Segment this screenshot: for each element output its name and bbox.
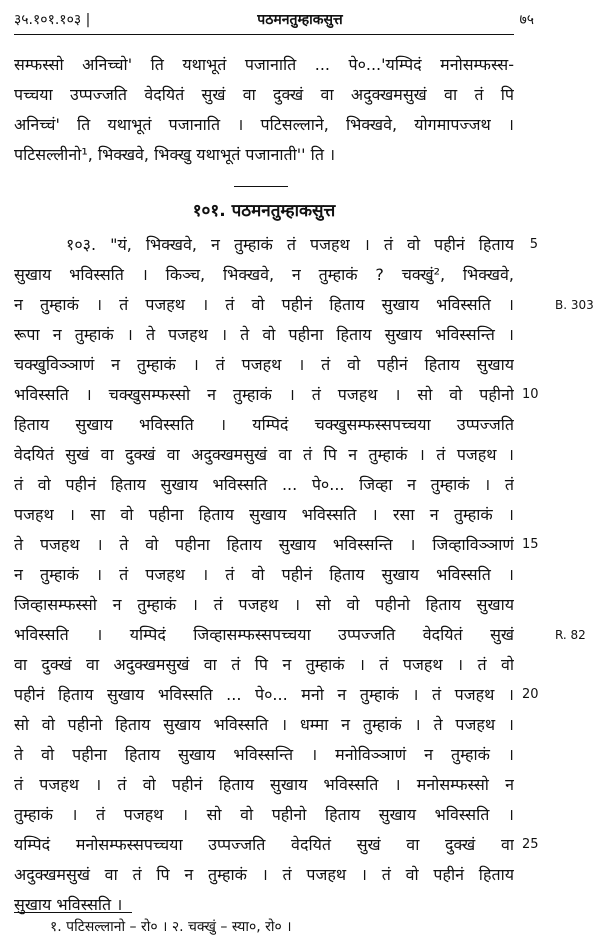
- text-line: वेदयितं सुखं वा दुक्खं वा अदुक्खमसुखं वा तं पि न तुम्हाकं । तं पजहथ ।: [14, 445, 514, 464]
- text-line: चक्खुविञ्ञाणं न तुम्हाकं । तं पजहथ । तं वो पहीनं हिताय सुखाय: [14, 355, 514, 374]
- text-line: अदुक्खमसुखं वा तं पि न तुम्हाकं । तं पजहथ । तं वो पहीनं हिताय: [14, 865, 514, 884]
- text-line: पजहथ । सा वो पहीना हिताय सुखाय भविस्सति । रसा न तुम्हाकं ।: [14, 505, 514, 524]
- line-number: 15: [522, 537, 539, 552]
- footnote: १. पटिसल्लानो – रो० । २. चक्खुं – स्या०, रो० ।: [50, 919, 292, 935]
- section-separator: [234, 186, 288, 187]
- text-line: पहीनं हिताय सुखाय भविस्सति ... पे०... मनो न तुम्हाकं । तं पजहथ ।: [14, 685, 514, 704]
- section-title: १०१. पठमनतुम्हाकसुत्त: [192, 201, 336, 221]
- page-number: ७५: [519, 12, 534, 28]
- text-line: ते वो पहीना हिताय सुखाय भविस्सन्ति । मनोविञ्ञाणं न तुम्हाकं ।: [14, 745, 514, 764]
- footnote-divider: [14, 912, 132, 913]
- text-line: न तुम्हाकं । तं पजहथ । तं वो पहीनं हिताय सुखाय भविस्सति ।: [14, 565, 514, 584]
- text-line: भविस्सति । चक्खुसम्फस्सो न तुम्हाकं । तं पजहथ । सो वो पहीनो: [14, 385, 514, 404]
- text-line: भविस्सति । यम्पिदं जिव्हासम्फस्सपच्चया उप्पज्जति वेदयितं सुखं: [14, 625, 514, 644]
- text-line: सम्फस्सो अनिच्चो' ति यथाभूतं पजानाति ... पे०...'यम्पिदं मनोसम्फस्स-: [14, 55, 514, 74]
- line-number: 5: [529, 237, 538, 252]
- line-number: 25: [522, 837, 539, 852]
- intro-paragraph: [14, 50, 514, 170]
- text-line: जिव्हासम्फस्सो न तुम्हाकं । तं पजहथ । सो वो पहीनो हिताय सुखाय: [14, 595, 514, 614]
- edition-page-ref: R. 82: [555, 628, 586, 642]
- edition-page-ref: B. 303: [555, 298, 594, 312]
- text-line: पच्चया उप्पज्जति वेदयितं सुखं वा दुक्खं वा अदुक्खमसुखं वा तं पि: [14, 85, 514, 104]
- text-line: ते पजहथ । ते वो पहीना हिताय सुखाय भविस्सन्ति । जिव्हाविञ्ञाणं: [14, 535, 514, 554]
- text-line: तं पजहथ । तं वो पहीनं हिताय सुखाय भविस्सति । मनोसम्फस्सो न: [14, 775, 514, 794]
- sutta-body: [14, 230, 514, 920]
- text-line: सुखाय भविस्सति । किञ्च, भिक्खवे, न तुम्हाकं ? चक्खुं², भिक्खवे,: [14, 265, 514, 284]
- text-line: यम्पिदं मनोसम्फस्सपच्चया उप्पज्जति वेदयितं सुखं वा दुक्खं वा: [14, 835, 514, 854]
- header-divider: [14, 34, 514, 35]
- text-line: १०३. "यं, भिक्खवे, न तुम्हाकं तं पजहथ । तं वो पहीनं हिताय: [66, 235, 514, 254]
- text-line: वा दुक्खं वा अदुक्खमसुखं वा तं पि न तुम्हाकं । तं पजहथ । तं वो: [14, 655, 514, 674]
- running-header: [0, 8, 600, 32]
- line-number: 20: [522, 687, 539, 702]
- text-line: सो वो पहीनो हिताय सुखाय भविस्सति । धम्मा न तुम्हाकं । ते पजहथ ।: [14, 715, 514, 734]
- text-line: पटिसल्लीनो¹, भिक्खवे, भिक्खु यथाभूतं पजानाती'' ति ।: [14, 145, 336, 164]
- text-line: अनिच्चं' ति यथाभूतं पजानाति । पटिसल्लाने, भिक्खवे, योगमापज्जथ ।: [14, 115, 514, 134]
- text-line: सुखाय भविस्सति ।: [14, 895, 123, 914]
- line-number: 10: [522, 387, 539, 402]
- text-line: रूपा न तुम्हाकं । ते पजहथ । ते वो पहीना हिताय सुखाय भविस्सन्ति ।: [14, 325, 514, 344]
- text-line: तुम्हाकं । तं पजहथ । सो वो पहीनो हिताय सुखाय भविस्सति ।: [14, 805, 514, 824]
- header-reference: ३५.१०१.१०३ |: [14, 12, 91, 28]
- text-line: न तुम्हाकं । तं पजहथ । तं वो पहीनं हिताय सुखाय भविस्सति ।: [14, 295, 514, 314]
- text-line: हिताय सुखाय भविस्सति । यम्पिदं चक्खुसम्फस्सपच्चया उप्पज्जति: [14, 415, 514, 434]
- text-line: तं वो पहीनं हिताय सुखाय भविस्सति ... पे०... जिव्हा न तुम्हाकं । तं: [14, 475, 514, 494]
- header-title: पठमनतुम्हाकसुत्त: [257, 12, 343, 28]
